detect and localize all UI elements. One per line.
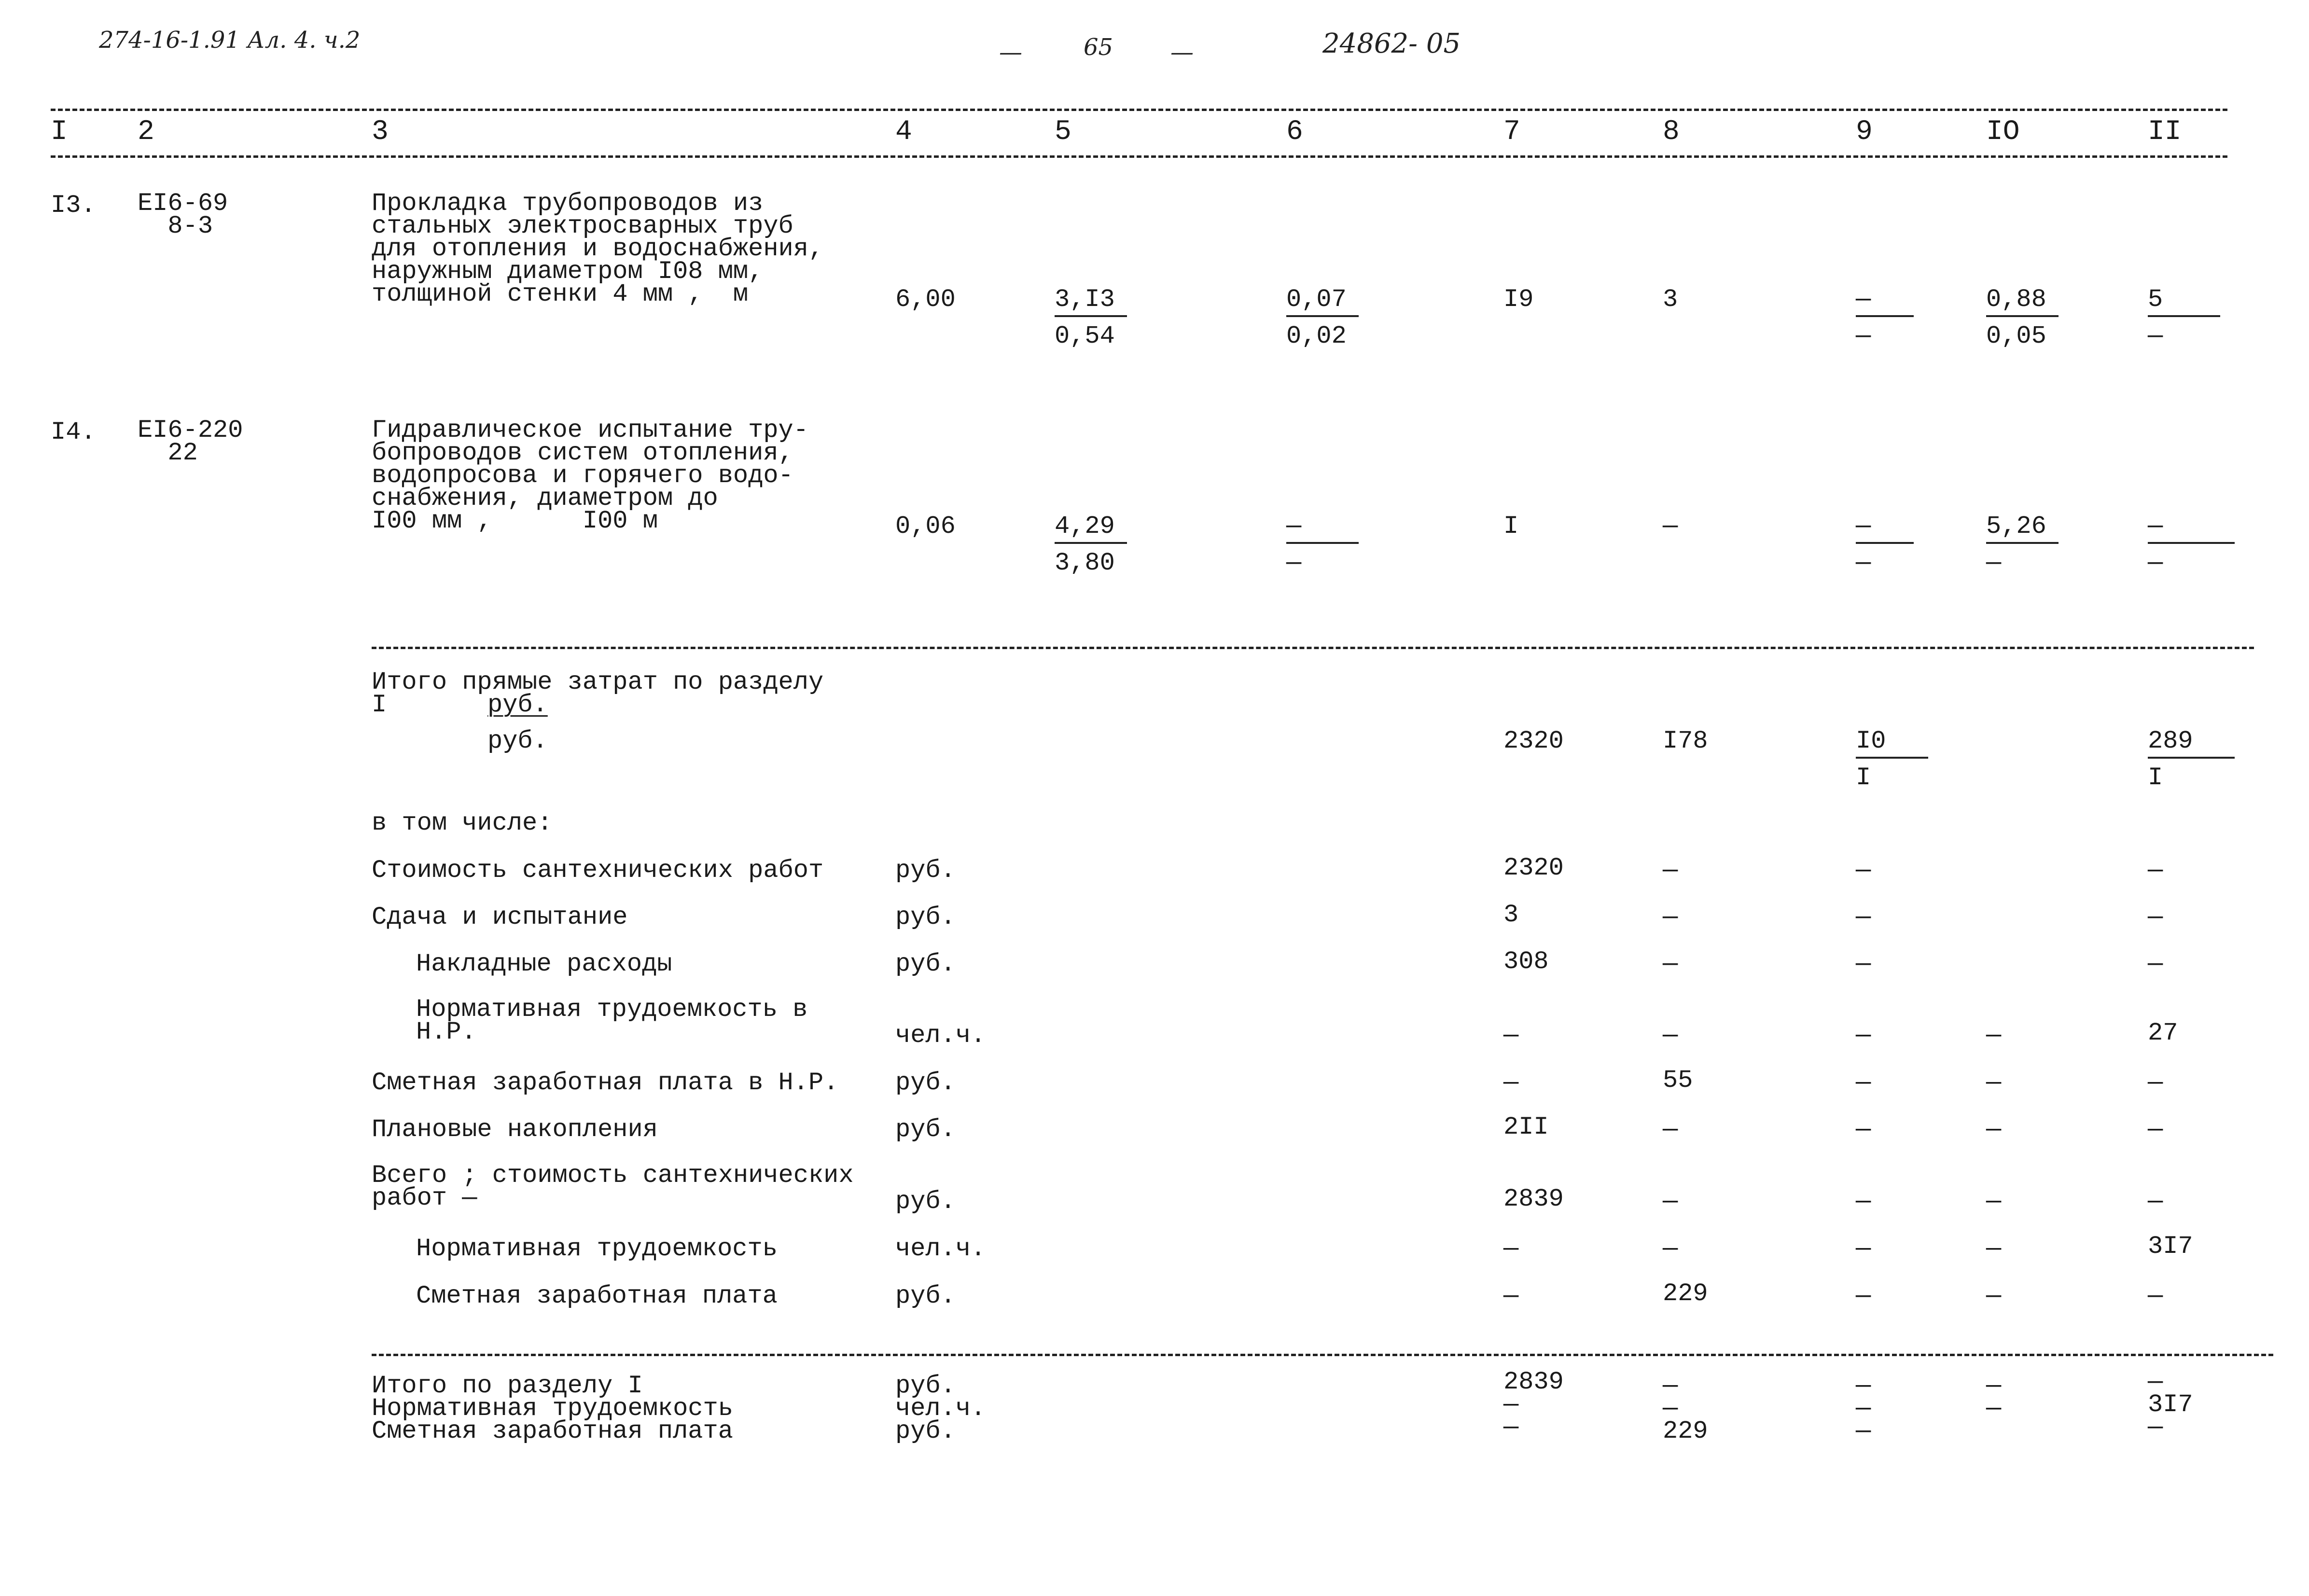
item-col9: — bbox=[1856, 1282, 1871, 1310]
col10-top: 0,88 bbox=[1986, 287, 2059, 317]
col5-top: 3,I3 bbox=[1055, 287, 1127, 317]
direct-costs-col7: 2320 bbox=[1503, 727, 1564, 755]
col9-fraction bbox=[1856, 514, 1914, 576]
item-unit: чел.ч. bbox=[895, 1021, 986, 1050]
col5-bottom: 3,80 bbox=[1055, 549, 1115, 577]
col11-top: 5 bbox=[2148, 287, 2220, 317]
item-unit: руб. bbox=[895, 950, 956, 978]
item-col11: 27 bbox=[2148, 1019, 2178, 1047]
col7-value: I9 bbox=[1503, 285, 1534, 314]
col-header-8: 8 bbox=[1663, 116, 1680, 148]
item-col10: — bbox=[1986, 1282, 2002, 1310]
row-number: I4. bbox=[51, 418, 96, 446]
section-total-col10: — — bbox=[1986, 1372, 2002, 1423]
page-number: 65 bbox=[1084, 34, 1113, 61]
item-unit: руб. bbox=[895, 1282, 956, 1310]
item-col11: — bbox=[2148, 1069, 2163, 1097]
item-col11: — bbox=[2148, 1282, 2163, 1310]
norm-code: EI6-220 22 bbox=[138, 416, 243, 467]
norm-code: EI6-69 8-3 bbox=[138, 189, 228, 240]
item-col9: — bbox=[1856, 1235, 1871, 1263]
col5-bottom: 0,54 bbox=[1055, 322, 1115, 350]
direct-costs-col11-top: 289 bbox=[2148, 729, 2235, 759]
item-col9: — bbox=[1856, 856, 1871, 885]
item-col8: 55 bbox=[1663, 1066, 1693, 1095]
item-label: Сметная заработная плата в Н.Р. bbox=[372, 1069, 839, 1097]
item-label: Всего ; стоимость сантехнических работ — bbox=[372, 1161, 854, 1212]
item-col9: — bbox=[1856, 1021, 1871, 1050]
direct-costs-col9-top: I0 bbox=[1856, 729, 1928, 759]
col-header-6: 6 bbox=[1286, 116, 1303, 148]
item-col10: — bbox=[1986, 1187, 2002, 1216]
item-col8: — bbox=[1663, 856, 1678, 885]
header-top-rule bbox=[51, 109, 2227, 111]
item-col7: — bbox=[1503, 1021, 1519, 1050]
item-unit: руб. bbox=[895, 1069, 956, 1097]
item-col9: — bbox=[1856, 903, 1871, 931]
item-col9: — bbox=[1856, 1069, 1871, 1097]
quantity: 0,06 bbox=[895, 512, 956, 541]
col-header-1: I bbox=[51, 116, 68, 148]
item-col11: — bbox=[2148, 856, 2163, 885]
section-total-col7: 2839 — — bbox=[1503, 1368, 1564, 1442]
item-unit: руб. bbox=[895, 1115, 956, 1144]
item-col11: 3I7 bbox=[2148, 1232, 2193, 1261]
item-label: Сметная заработная плата bbox=[416, 1282, 778, 1310]
direct-costs-label: Итого прямые затрат по разделу bbox=[372, 668, 824, 696]
row-number: I3. bbox=[51, 191, 96, 220]
item-label: Нормативная трудоемкость в Н.Р. bbox=[416, 995, 808, 1046]
section-total-col11: — 3I7 — bbox=[2148, 1368, 2193, 1442]
item-col8: — bbox=[1663, 1021, 1678, 1050]
item-col8: — bbox=[1663, 1115, 1678, 1144]
item-col8: — bbox=[1663, 1235, 1678, 1263]
item-col11: — bbox=[2148, 903, 2163, 931]
work-description: Прокладка трубопроводов из стальных электросварных труб для отопления и водоснабжения, наружным диаметром I08 мм, толщиной стенки 4 мм , м bbox=[372, 189, 824, 308]
direct-costs-unit-top: руб. bbox=[487, 691, 548, 719]
item-col7: 3 bbox=[1503, 901, 1519, 929]
col9-bottom: — bbox=[1856, 549, 1871, 577]
page-dash-left: — bbox=[999, 39, 1022, 66]
col9-fraction bbox=[1856, 287, 1914, 349]
col5-top: 4,29 bbox=[1055, 514, 1127, 544]
quantity: 6,00 bbox=[895, 285, 956, 314]
col10-bottom: — bbox=[1986, 549, 2002, 577]
col11-fraction bbox=[2148, 287, 2220, 349]
col8-value: 3 bbox=[1663, 285, 1678, 314]
including-label: в том числе: bbox=[372, 809, 553, 837]
col11-bottom: — bbox=[2148, 322, 2163, 350]
item-col7: — bbox=[1503, 1282, 1519, 1310]
item-col7: 2II bbox=[1503, 1113, 1549, 1141]
item-unit: руб. bbox=[895, 1187, 956, 1216]
page-dash-right: — bbox=[1170, 39, 1194, 66]
item-label: Плановые накопления bbox=[372, 1115, 658, 1144]
item-label: Сдача и испытание bbox=[372, 903, 628, 931]
item-col10: — bbox=[1986, 1021, 2002, 1050]
col11-fraction bbox=[2148, 514, 2235, 576]
col-header-11: II bbox=[2148, 116, 2182, 148]
col8-value: — bbox=[1663, 512, 1678, 541]
item-col9: — bbox=[1856, 1187, 1871, 1216]
direct-costs-col11 bbox=[2148, 729, 2235, 791]
item-col8: — bbox=[1663, 903, 1678, 931]
col9-top: — bbox=[1856, 287, 1914, 317]
col-header-5: 5 bbox=[1055, 116, 1071, 148]
col-header-4: 4 bbox=[895, 116, 912, 148]
item-col8: — bbox=[1663, 950, 1678, 978]
col10-bottom: 0,05 bbox=[1986, 322, 2046, 350]
item-col8: — bbox=[1663, 1187, 1678, 1216]
handwritten-reference: 274-16-1.91 Ал. 4. ч.2 bbox=[99, 27, 361, 54]
col6-top: 0,07 bbox=[1286, 287, 1359, 317]
col11-bottom: — bbox=[2148, 549, 2163, 577]
item-unit: чел.ч. bbox=[895, 1235, 986, 1263]
col6-top: — bbox=[1286, 514, 1359, 544]
col6-fraction bbox=[1286, 287, 1359, 349]
item-col11: — bbox=[2148, 1115, 2163, 1144]
item-col10: — bbox=[1986, 1235, 2002, 1263]
document-code: 24862- 05 bbox=[1322, 28, 1461, 59]
item-unit: руб. bbox=[895, 903, 956, 931]
col10-top: 5,26 bbox=[1986, 514, 2059, 544]
work-description: Гидравлическое испытание тру- бопроводов систем отопления, водопросова и горячего водо- снабжения, диаметром до I00 мм , I00 м bbox=[372, 416, 808, 535]
col6-bottom: — bbox=[1286, 549, 1302, 577]
item-col9: — bbox=[1856, 950, 1871, 978]
col9-top: — bbox=[1856, 514, 1914, 544]
col-header-2: 2 bbox=[138, 116, 154, 148]
item-label: Накладные расходы bbox=[416, 950, 672, 978]
col9-bottom: — bbox=[1856, 322, 1871, 350]
col6-fraction bbox=[1286, 514, 1359, 576]
col5-fraction bbox=[1055, 287, 1127, 349]
direct-costs-col9-bottom: I bbox=[1856, 763, 1871, 792]
direct-costs-col9 bbox=[1856, 729, 1928, 791]
col-header-3: 3 bbox=[372, 116, 389, 148]
direct-costs-col8: I78 bbox=[1663, 727, 1708, 755]
section-total-divider bbox=[372, 1354, 2273, 1356]
item-col8: 229 bbox=[1663, 1279, 1708, 1308]
col10-fraction bbox=[1986, 514, 2059, 576]
item-label: Стоимость сантехнических работ bbox=[372, 856, 824, 885]
item-col7: — bbox=[1503, 1235, 1519, 1263]
col11-top: — bbox=[2148, 514, 2235, 544]
item-col7: — bbox=[1503, 1069, 1519, 1097]
item-unit: руб. bbox=[895, 856, 956, 885]
col10-fraction bbox=[1986, 287, 2059, 349]
section-total-labels: Итого по разделу I Нормативная трудоемкость Сметная заработная плата bbox=[372, 1372, 733, 1445]
item-col11: — bbox=[2148, 950, 2163, 978]
direct-costs-col11-bottom: I bbox=[2148, 763, 2163, 792]
col5-fraction bbox=[1055, 514, 1127, 576]
item-col10: — bbox=[1986, 1069, 2002, 1097]
item-col7: 2839 bbox=[1503, 1185, 1564, 1213]
section-total-col8: — — 229 bbox=[1663, 1372, 1708, 1445]
direct-costs-section: I bbox=[372, 691, 387, 719]
item-col10: — bbox=[1986, 1115, 2002, 1144]
direct-costs-unit-bottom: руб. bbox=[487, 727, 548, 755]
col-header-9: 9 bbox=[1856, 116, 1873, 148]
section-total-col9: — — — bbox=[1856, 1372, 1871, 1445]
item-col9: — bbox=[1856, 1115, 1871, 1144]
col6-bottom: 0,02 bbox=[1286, 322, 1347, 350]
item-label: Нормативная трудоемкость bbox=[416, 1235, 778, 1263]
section-total-units: руб. чел.ч. руб. bbox=[895, 1372, 986, 1445]
col-header-7: 7 bbox=[1503, 116, 1520, 148]
col7-value: I bbox=[1503, 512, 1519, 541]
item-col7: 2320 bbox=[1503, 854, 1564, 882]
totals-divider bbox=[372, 647, 2254, 649]
item-col11: — bbox=[2148, 1187, 2163, 1216]
item-col7: 308 bbox=[1503, 947, 1549, 976]
col-header-10: IO bbox=[1986, 116, 2020, 148]
header-bottom-rule bbox=[51, 155, 2227, 158]
